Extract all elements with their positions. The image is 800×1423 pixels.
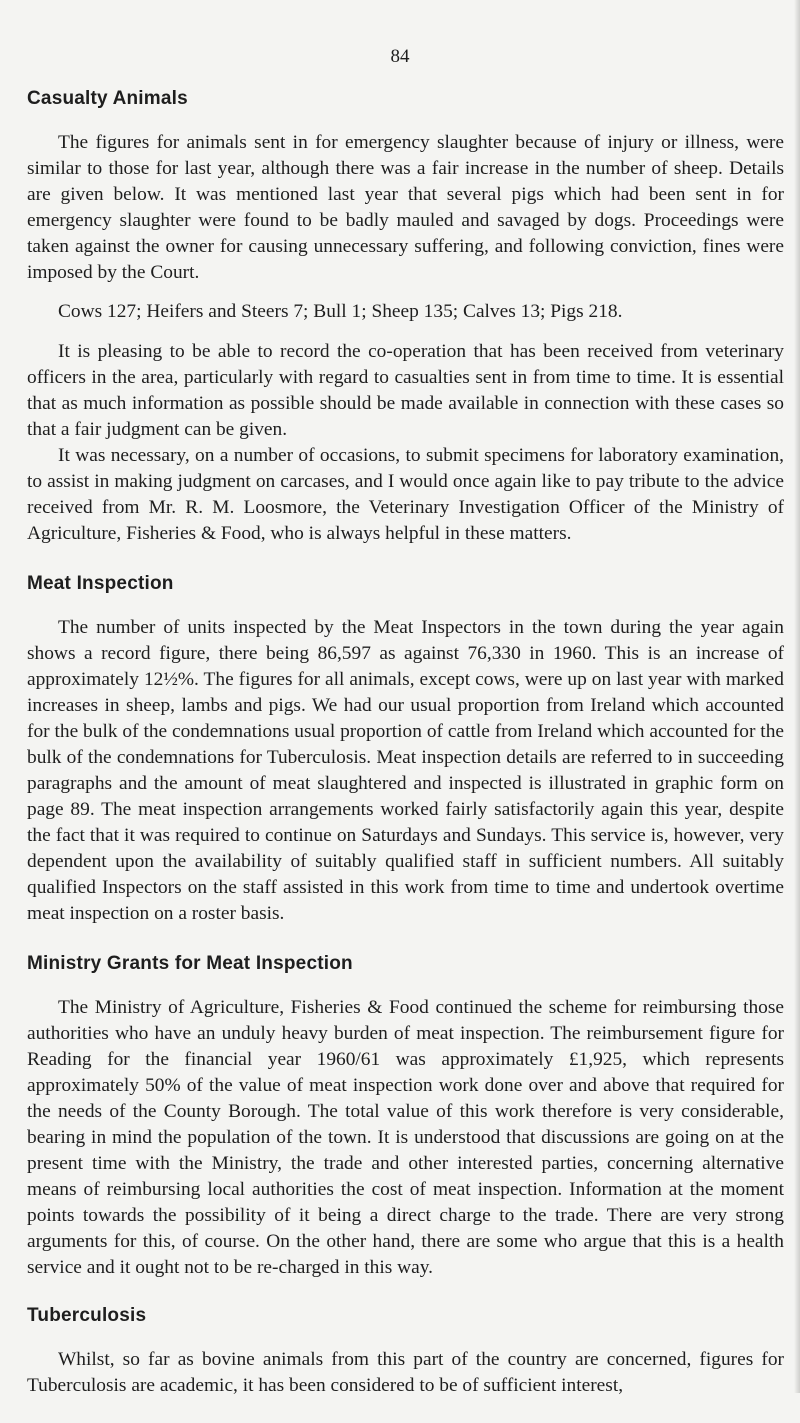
section-heading: Meat Inspection [27,573,174,594]
paragraph: Whilst, so far as bovine animals from this part of the country are concerned, figures for Tuberculosis are academic, it has been considered to be of sufficient interest, [27,1349,784,1396]
section-meat-inspection [27,573,784,927]
section-heading: Tuberculosis [27,1305,147,1326]
paragraph: It is pleasing to be able to record the co-operation that has been received from veterinary officers in the area, particularly with regard to casualties sent in from time to time. It is essential that as much information as possible should be made available in connection with these cases so that a fair judgment can be given. [27,341,784,440]
section-ministry-grants [27,953,784,1281]
page-number: 84 [390,46,410,67]
paragraph: It was necessary, on a number of occasions, to submit specimens for laboratory examination, to assist in making judgment on carcases, and I would once again like to pay tribute to the advice received from Mr. R. M. Loosmore, the Veterinary Investigation Officer of the Ministry of Agriculture, Fisheries & Food, who is always helpful in these matters. [27,445,784,544]
section-casualty-animals [27,88,784,547]
page-edge-shadow [794,0,800,1393]
paragraph: The Ministry of Agriculture, Fisheries & Food continued the scheme for reimbursing those authorities who have an unduly heavy burden of meat inspection. The reimbursement figure for Reading for the financial year 1960/61 was approximately £1,925, which represents approximately 50% of the value of meat inspection work done over and above that required for the needs of the County Borough. The total value of this work therefore is very considerable, bearing in mind the population of the town. It is understood that discussions are going on at the present time with the Ministry, the trade and other interested parties, concerning alternative means of reimbursing local authorities the cost of meat inspection. Information at the moment points towards the possibility of it being a direct charge to the trade. There are very strong arguments for this, of course. On the other hand, there are some who argue that this is a health service and it ought not to be re-charged in this way. [27,997,784,1278]
paragraph: The figures for animals sent in for emergency slaughter because of injury or illness, were similar to those for last year, although there was a fair increase in the number of sheep. Details are given below. It was mentioned last year that several pigs which had been sent in for emergency slaughter were found to be badly mauled and savaged by dogs. Proceedings were taken against the owner for causing unnecessary suffering, and following conviction, fines were imposed by the Court. [27,132,784,283]
section-heading: Casualty Animals [27,88,188,109]
paragraph: The number of units inspected by the Meat Inspectors in the town during the year again shows a record figure, there being 86,597 as against 76,330 in 1960. This is an increase of approximately 12½%. The figures for all animals, except cows, were up on last year with marked increases in sheep, lambs and pigs. We had our usual proportion from Ireland which accounted for the bulk of the condemnations usual proportion of cattle from Ireland which accounted for the bulk of the condemnations for Tuberculosis. Meat inspection details are referred to in succeeding paragraphs and the amount of meat slaughtered and inspected is illustrated in graphic form on page 89. The meat inspection arrangements worked fairly satisfactorily again this year, despite the fact that it was required to continue on Saturdays and Sundays. This service is, however, very dependent upon the availability of suitably qualified staff in sufficient numbers. All suitably qualified Inspectors on the staff assisted in this work from time to time and undertook overtime meat inspection on a roster basis. [27,617,784,924]
document-body [27,88,784,1423]
section-heading: Ministry Grants for Meat Inspection [27,953,353,974]
livestock-counts: Cows 127; Heifers and Steers 7; Bull 1; Sheep 135; Calves 13; Pigs 218. [58,301,623,322]
section-tuberculosis [27,1305,784,1399]
